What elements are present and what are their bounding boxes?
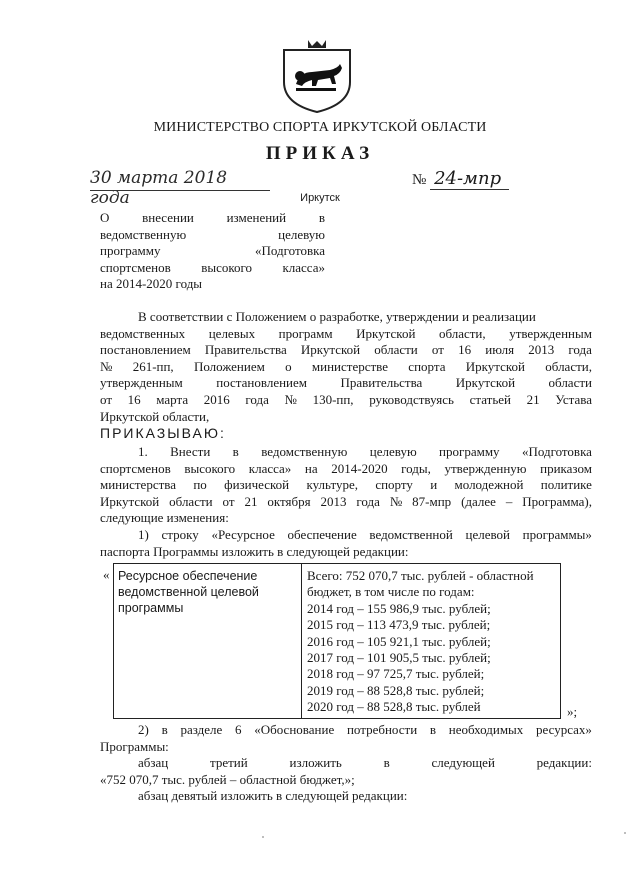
word: обеспечение <box>287 526 357 542</box>
word: от <box>222 493 235 509</box>
order-number <box>412 168 509 190</box>
text-line <box>100 392 592 409</box>
word: 16 <box>458 342 472 358</box>
word: третий <box>210 755 248 771</box>
word: (далее <box>461 493 496 509</box>
resource-line: Всего: 752 070,7 тыс. рублей - областной <box>307 568 534 583</box>
word: ресурсах» <box>536 722 592 737</box>
order-number-handwritten: 24-мпр <box>430 168 509 190</box>
word: от <box>100 391 113 407</box>
word: и <box>430 477 438 493</box>
subject-line <box>100 260 325 277</box>
word: молодежной <box>454 477 524 493</box>
text-line <box>100 461 592 478</box>
word: строку <box>161 526 199 542</box>
text-line <box>100 527 592 544</box>
word: редакции: <box>536 755 592 771</box>
word: утвержденным <box>100 375 183 391</box>
word: программу <box>439 444 500 459</box>
word: 21 <box>244 493 258 509</box>
word: спорта <box>408 358 446 374</box>
word: 16 <box>127 391 141 407</box>
word: «Обоснование <box>254 722 335 737</box>
text-line <box>100 755 592 772</box>
word: класса» <box>248 460 292 476</box>
word: высокого <box>184 460 236 476</box>
word: программ <box>278 325 333 341</box>
subject-line <box>100 227 325 244</box>
word: ведомственной <box>369 526 453 542</box>
subject-line <box>100 243 325 260</box>
text-line: «752 070,7 тыс. рублей – областной бюджет,»; <box>100 771 355 787</box>
word: «Ресурсное <box>211 526 275 542</box>
scan-speck <box>624 832 626 834</box>
word: «Подготовка <box>254 243 325 258</box>
word: утвержденным <box>509 325 592 341</box>
word: по <box>193 477 207 493</box>
resource-line: 2015 год – 113 473,9 тыс. рублей; <box>307 617 491 633</box>
text-line <box>100 477 592 494</box>
word: 21 <box>526 391 540 407</box>
word: внесении <box>142 210 194 225</box>
word: статьей <box>469 391 511 407</box>
word: Иркутской <box>300 342 361 358</box>
order-title: ПРИКАЗ <box>265 143 375 164</box>
word: изложить <box>289 755 342 771</box>
word: постановлением <box>100 342 191 358</box>
word: приказом <box>540 460 592 476</box>
word: 2013 <box>320 493 347 509</box>
word: утвержденную <box>444 460 527 476</box>
word: высокого <box>201 259 253 275</box>
text-line <box>100 494 592 511</box>
word: 261-пп, <box>132 358 174 374</box>
word: политике <box>540 477 592 493</box>
word: июля <box>485 342 515 358</box>
word: 87-мпр <box>412 493 452 509</box>
text-line <box>100 359 592 376</box>
word: Устава <box>555 391 592 407</box>
word: Положением <box>193 358 265 374</box>
word: «Подготовка <box>521 444 592 459</box>
word: следующей <box>431 755 495 771</box>
word: Правительства <box>340 375 423 391</box>
resource-line: 2019 год – 88 528,8 тыс. рублей; <box>307 682 485 698</box>
word: руководствуясь <box>369 391 454 407</box>
word: № <box>284 391 297 407</box>
number-prefix: № <box>412 172 427 188</box>
text-line <box>100 444 592 461</box>
word: класса» <box>282 259 325 275</box>
word: культуре, <box>306 477 358 493</box>
word: в <box>232 444 239 459</box>
text-line <box>100 342 592 359</box>
word: 1. <box>138 444 148 459</box>
order-word: ПРИКАЗЫВАЮ: <box>100 425 226 441</box>
word: Иркутской <box>465 358 525 374</box>
word: годы, <box>401 460 431 476</box>
text-line: Иркутской области, <box>100 408 210 424</box>
word: министерстве <box>311 358 389 374</box>
word: области, <box>438 325 486 341</box>
word: программы» <box>522 526 592 542</box>
text-line: Программы: <box>100 738 169 754</box>
word: Внести <box>170 444 211 459</box>
word: о <box>285 358 292 374</box>
text-line: следующие изменения: <box>100 510 229 526</box>
word: целевую <box>278 226 325 242</box>
word: года <box>356 493 380 509</box>
word: спортсменов <box>100 460 171 476</box>
text-line <box>100 326 592 343</box>
resource-line: 2018 год – 97 725,7 тыс. рублей; <box>307 666 485 682</box>
word: 6 <box>235 722 242 737</box>
item-2-paragraph <box>100 722 592 805</box>
word: Иркутской <box>356 325 416 341</box>
text-line <box>100 375 592 392</box>
resource-label-cell: Ресурсное обеспечение ведомственной целевой программы <box>114 564 302 718</box>
word: спорту <box>375 477 413 493</box>
word: целевых <box>208 325 256 341</box>
word: Иркутской <box>100 493 160 509</box>
subject-line: на 2014-2020 годы <box>100 276 203 291</box>
word: № <box>389 493 403 509</box>
resource-line: 2020 год – 88 528,8 тыс. рублей <box>307 699 481 715</box>
close-quote: »; <box>567 704 578 719</box>
word: программу <box>100 243 161 258</box>
word: на <box>304 460 318 476</box>
resource-value-cell <box>302 564 560 726</box>
word: физической <box>224 477 290 493</box>
word: потребности <box>346 722 418 737</box>
word: целевой <box>465 526 510 542</box>
text-line: абзац девятый изложить в следующей редакции: <box>138 788 408 804</box>
word: года <box>568 342 592 358</box>
date-underline <box>90 190 270 191</box>
resource-line: 2016 год – 105 921,1 тыс. рублей; <box>307 633 491 649</box>
text-line: В соответствии с Положением о разработке, утверждении и реализации <box>138 309 536 324</box>
word: абзац <box>138 755 169 771</box>
subject-line <box>100 210 325 227</box>
word: октября <box>267 493 311 509</box>
text-line: паспорта Программы изложить в следующей редакции: <box>100 543 409 559</box>
word: области <box>374 342 418 358</box>
scan-speck <box>262 836 264 838</box>
resource-line: 2017 год – 101 905,5 тыс. рублей; <box>307 650 491 666</box>
word: ведомственную <box>100 226 187 242</box>
word: в <box>318 210 325 225</box>
word: 2014-2020 <box>331 460 388 476</box>
resource-table <box>113 563 561 719</box>
order-subject <box>100 210 325 293</box>
word: ведомственных <box>100 325 186 341</box>
word: целевую <box>369 444 417 459</box>
word: от <box>431 342 444 358</box>
word: Правительства <box>204 342 287 358</box>
word: года <box>245 391 269 407</box>
word: ведомственную <box>261 444 348 459</box>
word: 2016 <box>203 391 230 407</box>
preamble-paragraph <box>100 309 592 425</box>
word: области <box>548 375 592 391</box>
word: 1) <box>138 526 149 542</box>
resource-line: 2014 год – 155 986,9 тыс. рублей; <box>307 600 491 616</box>
coat-of-arms-emblem <box>274 38 360 114</box>
word: министерства <box>100 477 177 493</box>
word: марта <box>156 391 189 407</box>
word: – <box>505 493 513 509</box>
word: Программа), <box>522 493 592 509</box>
order-date-text: 30 марта 2018 года <box>90 168 228 208</box>
ministry-name: МИНИСТЕРСТВО СПОРТА ИРКУТСКОЙ ОБЛАСТИ <box>153 120 487 135</box>
word: № <box>100 358 113 374</box>
word: 130-пп, <box>312 391 354 407</box>
word: в <box>429 722 437 737</box>
word: разделе <box>180 722 223 737</box>
word: области, <box>545 358 592 374</box>
word: спортсменов <box>100 259 171 275</box>
city-name: Иркутск <box>300 192 340 204</box>
word: 2013 <box>528 342 555 358</box>
word: изменений <box>226 210 287 225</box>
word: необходимых <box>448 722 524 737</box>
resource-line: бюджет, в том числе по годам: <box>307 584 475 600</box>
word: Иркутской <box>455 375 516 391</box>
word: в <box>161 722 168 737</box>
word: области <box>169 493 213 509</box>
open-quote: « <box>103 567 110 582</box>
text-line <box>100 722 592 739</box>
word: постановлением <box>216 375 308 391</box>
word: в <box>383 755 390 771</box>
word: 2) <box>138 722 149 737</box>
item-1-paragraph <box>100 444 592 560</box>
word: О <box>100 210 110 225</box>
